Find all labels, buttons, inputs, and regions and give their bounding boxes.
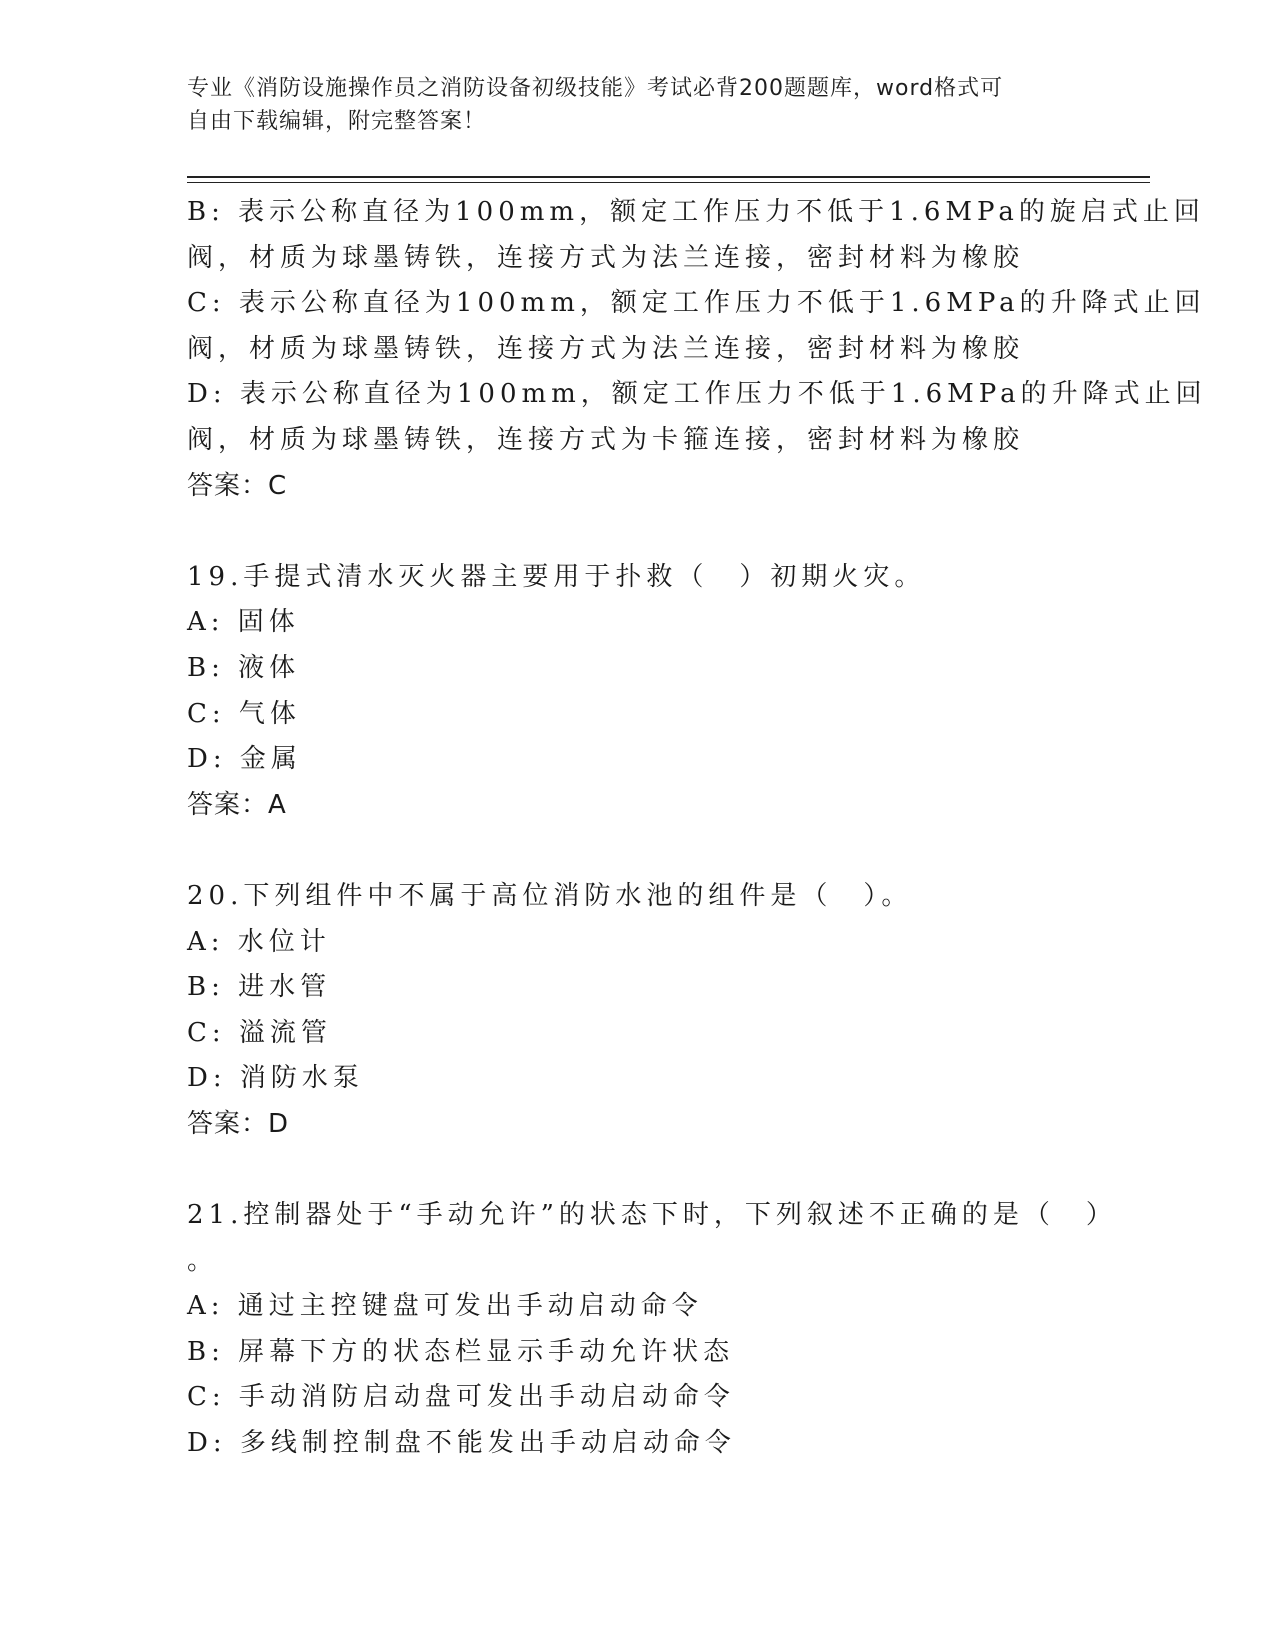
question-stem: 20.下列组件中不属于高位消防水池的组件是（ ）。 — [187, 880, 913, 911]
option-b: B: 进水管 — [187, 972, 332, 1003]
header-divider-thin — [187, 182, 1150, 183]
spacer — [187, 828, 1087, 874]
answer-line: 答案：D — [187, 1108, 290, 1139]
option-c: C: 气体 — [187, 698, 301, 729]
question-stem: 21.控制器处于“手动允许”的状态下时，下列叙述不正确的是（ ） — [187, 1200, 1117, 1231]
question-stem-continuation: 。 — [187, 1245, 219, 1276]
document-header — [187, 72, 1067, 138]
option-c: C: 溢流管 — [187, 1017, 332, 1048]
spacer — [187, 509, 1087, 555]
option-d-line-1: D: 表示公称直径为100mm，额定工作压力不低于1.6MPa的升降式止回 — [187, 379, 1207, 410]
option-b: B: 液体 — [187, 652, 301, 683]
option-c: C: 手动消防启动盘可发出手动启动命令 — [187, 1382, 735, 1413]
option-d: D: 消防水泵 — [187, 1063, 364, 1094]
option-d: D: 多线制控制盘不能发出手动启动命令 — [187, 1428, 736, 1459]
option-b: B: 屏幕下方的状态栏显示手动允许状态 — [187, 1336, 735, 1367]
option-b-line-2: 阀，材质为球墨铸铁，连接方式为法兰连接，密封材料为橡胶 — [187, 242, 1025, 273]
option-b-line-1: B: 表示公称直径为100mm，额定工作压力不低于1.6MPa的旋启式止回 — [187, 197, 1205, 227]
option-d: D: 金属 — [187, 744, 302, 775]
option-a: A: 通过主控键盘可发出手动启动命令 — [187, 1291, 703, 1322]
question-21 — [187, 1193, 1117, 1467]
answer-line: 答案：A — [187, 789, 287, 820]
header-divider-thick — [187, 176, 1150, 178]
option-a: A: 固体 — [187, 607, 300, 638]
question-stem: 19.手提式清水灭火器主要用于扑救（ ）初期火灾。 — [187, 561, 926, 592]
spacer — [187, 1147, 1087, 1193]
question-20 — [187, 874, 1087, 1148]
question-18-continued — [187, 190, 1207, 509]
question-content — [187, 190, 1207, 1467]
header-line-1: 专业《消防设施操作员之消防设备初级技能》考试必背200题题库，word格式可 — [187, 76, 1004, 101]
option-a: A: 水位计 — [187, 926, 331, 957]
option-c-line-1: C: 表示公称直径为100mm，额定工作压力不低于1.6MPa的升降式止回 — [187, 288, 1206, 319]
option-d-line-2: 阀，材质为球墨铸铁，连接方式为卡箍连接，密封材料为橡胶 — [187, 424, 1025, 455]
option-c-line-2: 阀，材质为球墨铸铁，连接方式为法兰连接，密封材料为橡胶 — [187, 333, 1025, 364]
question-19 — [187, 555, 1087, 829]
answer-line: 答案：C — [187, 470, 288, 501]
header-line-2: 自由下载编辑，附完整答案！ — [187, 109, 487, 134]
